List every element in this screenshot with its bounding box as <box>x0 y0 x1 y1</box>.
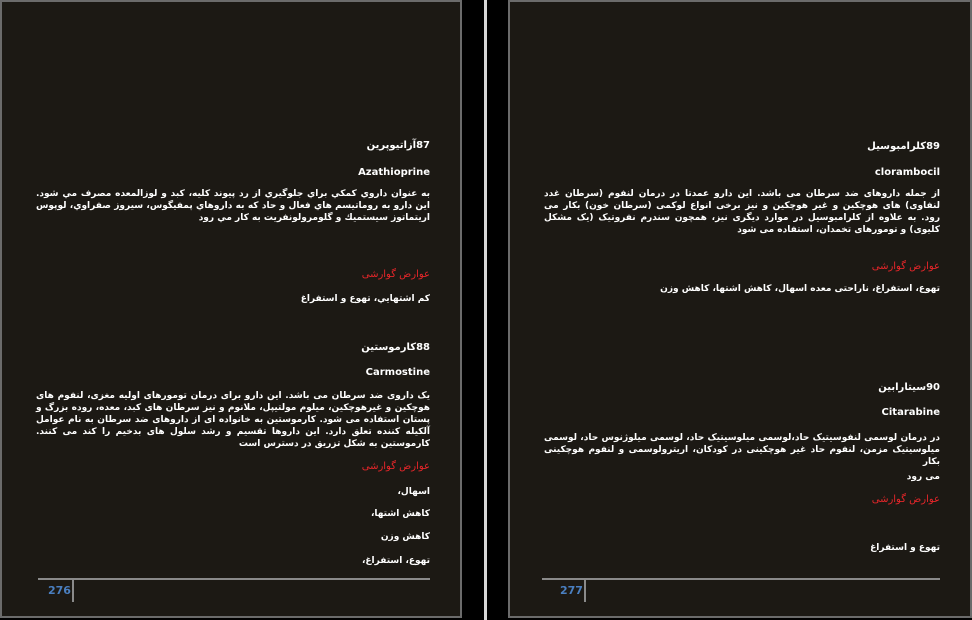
footer-rule <box>542 578 940 580</box>
entry-88-side-effect-item: اسهال، <box>397 487 430 497</box>
right-page <box>508 0 972 618</box>
page-number: 277 <box>560 584 583 597</box>
entry-90-title: 90سیتارابین <box>878 382 940 393</box>
left-page <box>0 0 462 618</box>
entry-87-latin-name: Azathioprine <box>358 167 430 178</box>
entry-89-latin-name: clorambocil <box>874 167 940 178</box>
entry-88-title: 88کارموستین <box>361 342 430 353</box>
footer-rule <box>38 578 430 580</box>
entry-88-latin-name: Carmostine <box>365 367 430 378</box>
entry-90-body: در درمان لوسمی لنفوسیتیک حاد،لوسمی میلوسیتیک حاد، لوسمی میلوژنوس حاد، لوسمی میلوسیتیک مزمن، لنفوم حاد غیر هوچکینی در کودکان، اریترولوسمی و لنفوم هوچکینی بکار <box>544 433 940 467</box>
right-page-content <box>544 2 940 602</box>
entry-90-side-effects: تهوع و استفراغ <box>870 543 940 553</box>
left-page-content <box>36 2 430 602</box>
entry-89-side-effects: تهوع، استفراغ، ناراحتی معده اسهال، کاهش اشتها، کاهش وزن <box>660 284 940 294</box>
entry-90-side-effects-heading: عوارض گوارشی <box>871 494 940 505</box>
entry-88-body: یک داروی ضد سرطان می باشد. این دارو برای درمان تومورهای اولیه مغزی، لنفوم های هوچکین و غیرهوچکین، میلوم مولتیپل، ملانوم و نیز سرطان های کبد، معده، روده بزرگ و پستان استفاده می شود. کارموستین به خانواده ای از داروهای ضد سرطان به نام عوامل آلکیله کننده تعلق دارد. این داروها تقسیم و رشد سلول های بدخیم را کند می کنند. کارموستین به شکل تزریق در دسترس است <box>36 391 430 449</box>
entry-88-side-effect-item: تهوع، استفراغ، <box>361 556 430 566</box>
entry-90-latin-name: Citarabine <box>881 407 940 418</box>
entry-89-title: 89کلرامبوسیل <box>867 141 940 152</box>
entry-87-side-effects-heading: عوارض گوارشی <box>361 269 430 280</box>
gutter-divider <box>484 0 487 620</box>
entry-88-side-effect-item: کاهش اشتها، <box>370 509 430 519</box>
entry-90-body-continued: می رود <box>906 472 940 482</box>
page-number-bar <box>72 580 74 602</box>
entry-87-side-effects: كم اشتهايي، تهوع و استفراغ <box>300 294 430 304</box>
entry-87-title: 87آزاتیوپرین <box>366 140 430 151</box>
entry-87-body: به عنوان داروي كمكي براي جلوگيري از رد پيوند كليه، كبد و لوزالمعده مصرف مي شود. اين دارو به روماتيسم هاي فعال و حاد كه به داروهاي پمفيگوس، سيروز صفراوي، لوپوس اريتماتوز سيستميك و گلومرولونفريت به كار مي رود <box>36 189 430 223</box>
page-number: 276 <box>48 584 71 597</box>
entry-89-body: از جمله داروهای ضد سرطان می باشد. این دارو عمدتا در درمان لنفوم (سرطان غدد لنفاوی) های هوچکین و غیر هوچکین و نیز برخی انواع لوکمی (سرطان خون) بکار می رود. به علاوه از کلرامبوسیل در موارد دیگری نیز، همچون سندرم نفروتیک (یک مشکل کلیوی) و تومورهای تخمدان، استفاده می شود <box>544 189 940 235</box>
page-number-bar <box>584 580 586 602</box>
entry-88-side-effects-heading: عوارض گوارشی <box>361 461 430 472</box>
entry-89-side-effects-heading: عوارض گوارشی <box>871 261 940 272</box>
entry-88-side-effect-item: کاهش وزن <box>380 532 430 542</box>
